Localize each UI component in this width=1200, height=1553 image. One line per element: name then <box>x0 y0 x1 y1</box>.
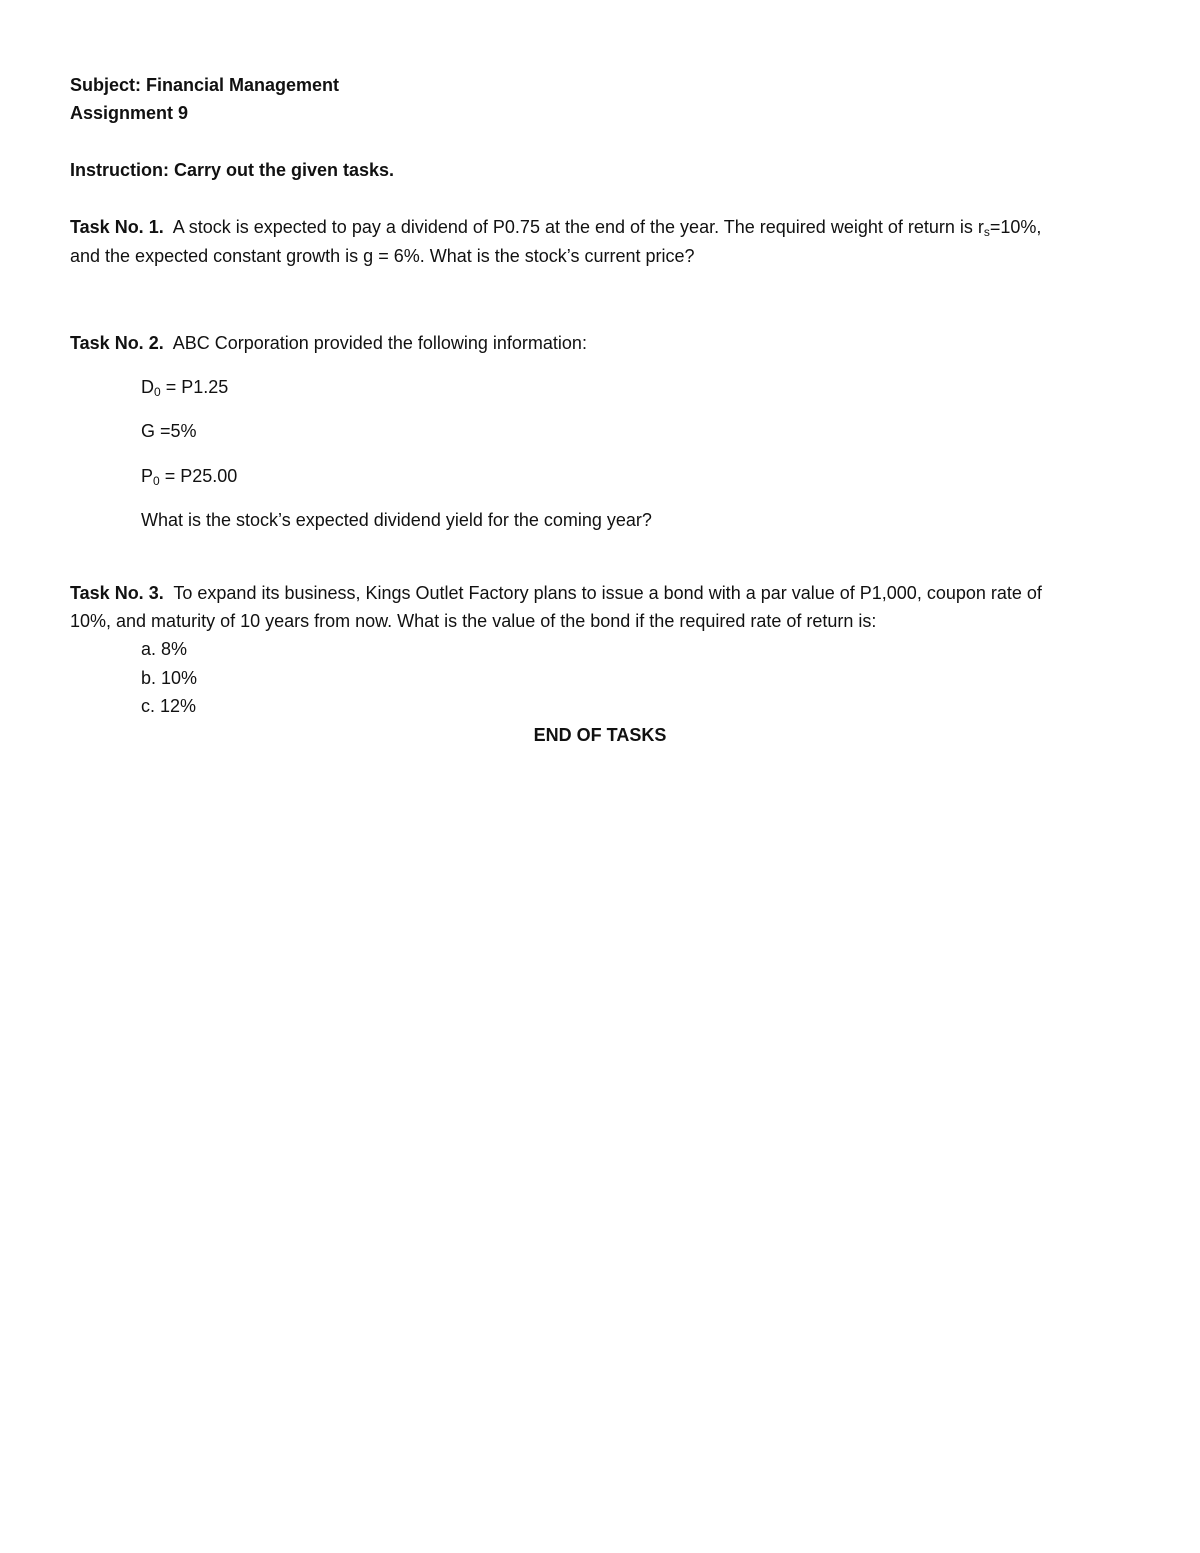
task2-p0-value: = P25.00 <box>164 466 238 486</box>
task2-d0-value: = P1.25 <box>165 377 229 397</box>
task3-option-c: c. 12% <box>141 696 197 716</box>
task2-line1 <box>70 332 587 354</box>
end-of-tasks: END OF TASKS <box>533 725 667 745</box>
task3-text-1: To expand its business, Kings Outlet Factory plans to issue a bond with a par value of P1,000, coupon rate of <box>173 583 1042 603</box>
subject-heading: Subject: Financial Management <box>70 75 340 95</box>
task2-p0-subscript: 0 <box>153 474 160 488</box>
instruction-text: Instruction: Carry out the given tasks. <box>70 160 395 180</box>
task1-label: Task No. 1. <box>70 217 164 237</box>
assignment-heading: Assignment 9 <box>70 103 189 123</box>
task2-label: Task No. 2. <box>70 333 164 353</box>
task1-text-1-end: =10%, <box>989 217 1042 237</box>
task3-option-b: b. 10% <box>141 668 198 688</box>
task2-d0-symbol: D <box>141 377 154 397</box>
task1-line1 <box>70 216 1041 243</box>
task2-p0 <box>141 465 237 492</box>
task3-label: Task No. 3. <box>70 583 164 603</box>
task2-d0 <box>141 376 228 403</box>
task3-line1 <box>70 582 1042 604</box>
task2-text: ABC Corporation provided the following information: <box>172 333 587 353</box>
task2-p0-symbol: P <box>141 466 154 486</box>
task1-line2: and the expected constant growth is g = 6%. What is the stock’s current price? <box>70 246 695 266</box>
task2-d0-subscript: 0 <box>154 385 161 399</box>
task1-subscript: s <box>983 225 990 239</box>
task1-text-1: A stock is expected to pay a dividend of P0.75 at the end of the year. The required weight of return is r <box>172 217 984 237</box>
task2-g: G =5% <box>141 421 197 441</box>
task3-line2: 10%, and maturity of 10 years from now. What is the value of the bond if the required rate of return is: <box>70 611 877 631</box>
task2-question: What is the stock’s expected dividend yield for the coming year? <box>141 510 652 530</box>
task3-option-a: a. 8% <box>141 639 188 659</box>
